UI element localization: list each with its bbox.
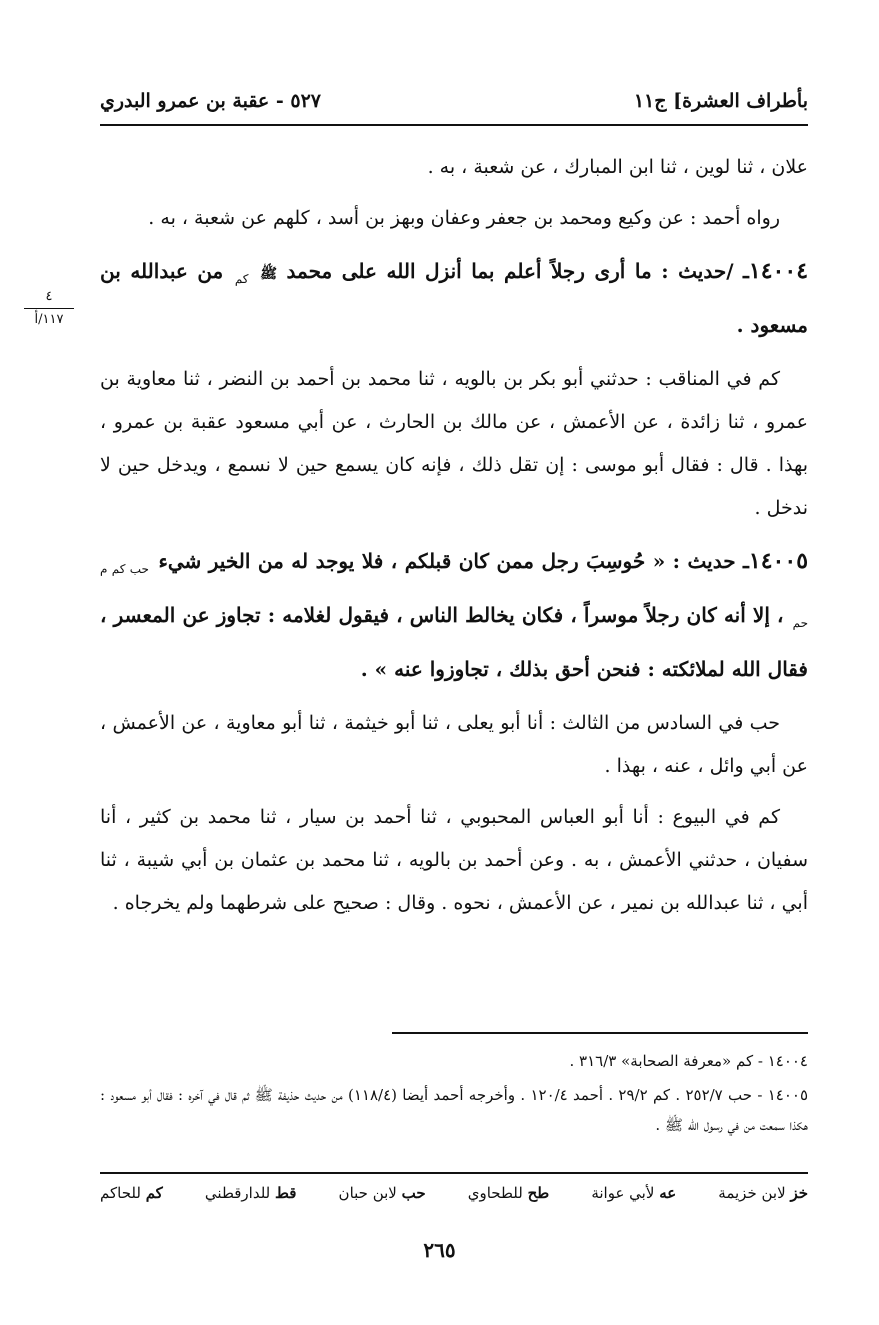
abbreviation-item — [718, 1184, 808, 1202]
abbreviation-name: لأبي عوانة — [591, 1184, 655, 1202]
hadith-heading — [100, 538, 808, 692]
abbreviation-name: للطحاوي — [467, 1184, 523, 1202]
abbreviation-name: للحاكم — [100, 1184, 141, 1202]
abbreviations-key — [100, 1184, 808, 1202]
abbreviation-code: خز — [790, 1184, 808, 1202]
margin-ref-bottom: ١١٧/أ — [34, 312, 64, 327]
abbreviation-item — [339, 1184, 426, 1202]
abbreviations-rule — [100, 1172, 808, 1174]
abbreviation-item — [100, 1184, 163, 1202]
paragraph: رواه أحمد : عن وكيع ومحمد بن جعفر وعفان وبهز بن أسد ، كلهم عن شعبة ، به . — [148, 207, 780, 229]
abbreviation-code: حب — [401, 1184, 426, 1202]
abbreviation-item — [205, 1184, 297, 1202]
margin-ref-top: ٤ — [24, 288, 74, 309]
hadith-text-tail: من عبدالله بن مسعود . — [100, 259, 808, 337]
abbreviation-item — [468, 1184, 549, 1202]
abbreviation-name: لابن حبان — [338, 1184, 397, 1202]
abbreviation-code: قط — [275, 1184, 297, 1202]
abbreviation-code: عه — [659, 1184, 677, 1202]
abbreviation-code: كم — [145, 1184, 163, 1202]
honorific: ﷺ — [260, 266, 277, 282]
main-text — [100, 146, 808, 933]
paragraph: كم في المناقب : حدثني أبو بكر بن بالويه ، ثنا محمد بن أحمد بن النضر ، ثنا معاوية بن عمرو ، ثنا زائدة ، عن الأعمش ، عن مالك بن الحارث ، عن أبي مسعود عقبة بن عمرو ، بهذا . قال : فقال أبو موسى : إن تقل ذلك ، فإنه كان يسمع حين لا نسمع ، ويدخل حين لا ندخل . — [100, 368, 808, 519]
abbreviation-item — [591, 1184, 676, 1202]
header-chapter-title: ٥٢٧ - عقبة بن عمرو البدري — [100, 90, 322, 112]
paragraph: كم في البيوع : أنا أبو العباس المحبوبي ، ثنا أحمد بن سيار ، ثنا محمد بن كثير ، أنا سفيان ، حدثني الأعمش ، به . وعن أحمد بن بالويه ، ثنا محمد بن عثمان بن أبي شيبة ، ثنا أبي ، ثنا عبدالله بن نمير ، عن الأعمش ، نحوه . وقال : صحيح على شرطهما ولم يخرجاه . — [100, 806, 808, 914]
hadith-text: ـ حديث : « حُوسِبَ رجل ممن كان قبلكم ، فلا يوجد له من الخير شيء — [158, 549, 749, 573]
hadith-text-tail: ، إلا أنه كان رجلاً موسراً ، فكان يخالط الناس ، فيقول لغلامه : تجاوز عن المعسر ، فقال الله لملائكته : فنحن أحق بذلك ، تجاوزوا عنه » . — [100, 603, 808, 681]
paragraph: علان ، ثنا لوين ، ثنا ابن المبارك ، عن شعبة ، به . — [427, 156, 808, 178]
page-number: ٢٦٥ — [423, 1238, 456, 1262]
running-header — [100, 84, 808, 118]
footnote-rule — [392, 1032, 808, 1034]
header-volume-title: بأطراف العشرة] ج١١ — [633, 90, 808, 112]
footnote: ١٤٠٠٥ - حب ٢٥٢/٧ . كم ٢٩/٢ . أحمد ١٢٠/٤ . وأخرجه أحمد أيضا (١١٨/٤) من حديث حذيفة ﷺ ثم قال في آخره : فقال أبو مسعود : هكذا سمعت من في رسول الله ﷺ . — [100, 1086, 809, 1134]
hadith-number: ١٤٠٠٥ — [748, 548, 809, 574]
abbreviation-code: طح — [527, 1184, 550, 1202]
abbreviation-name: لابن خزيمة — [718, 1184, 786, 1202]
source-symbols: حب كم م حم — [100, 562, 808, 630]
hadith-text: ـ /حديث : ما أرى رجلاً أعلم بما أنزل الله على محمد — [286, 259, 749, 283]
margin-manuscript-ref — [24, 288, 74, 329]
header-rule — [100, 124, 808, 126]
hadith-number: ١٤٠٠٤ — [748, 258, 809, 284]
abbreviation-name: للدارقطني — [204, 1184, 271, 1202]
paragraph: حب في السادس من الثالث : أنا أبو يعلى ، ثنا أبو خيثمة ، ثنا أبو معاوية ، عن الأعمش ، عن أبي وائل ، عنه ، بهذا . — [100, 712, 808, 777]
source-symbols: كم — [234, 272, 249, 286]
footnotes — [100, 1046, 808, 1144]
hadith-heading — [100, 248, 808, 348]
footnote: ١٤٠٠٤ - كم «معرفة الصحابة» ٣١٦/٣ . — [569, 1052, 808, 1070]
